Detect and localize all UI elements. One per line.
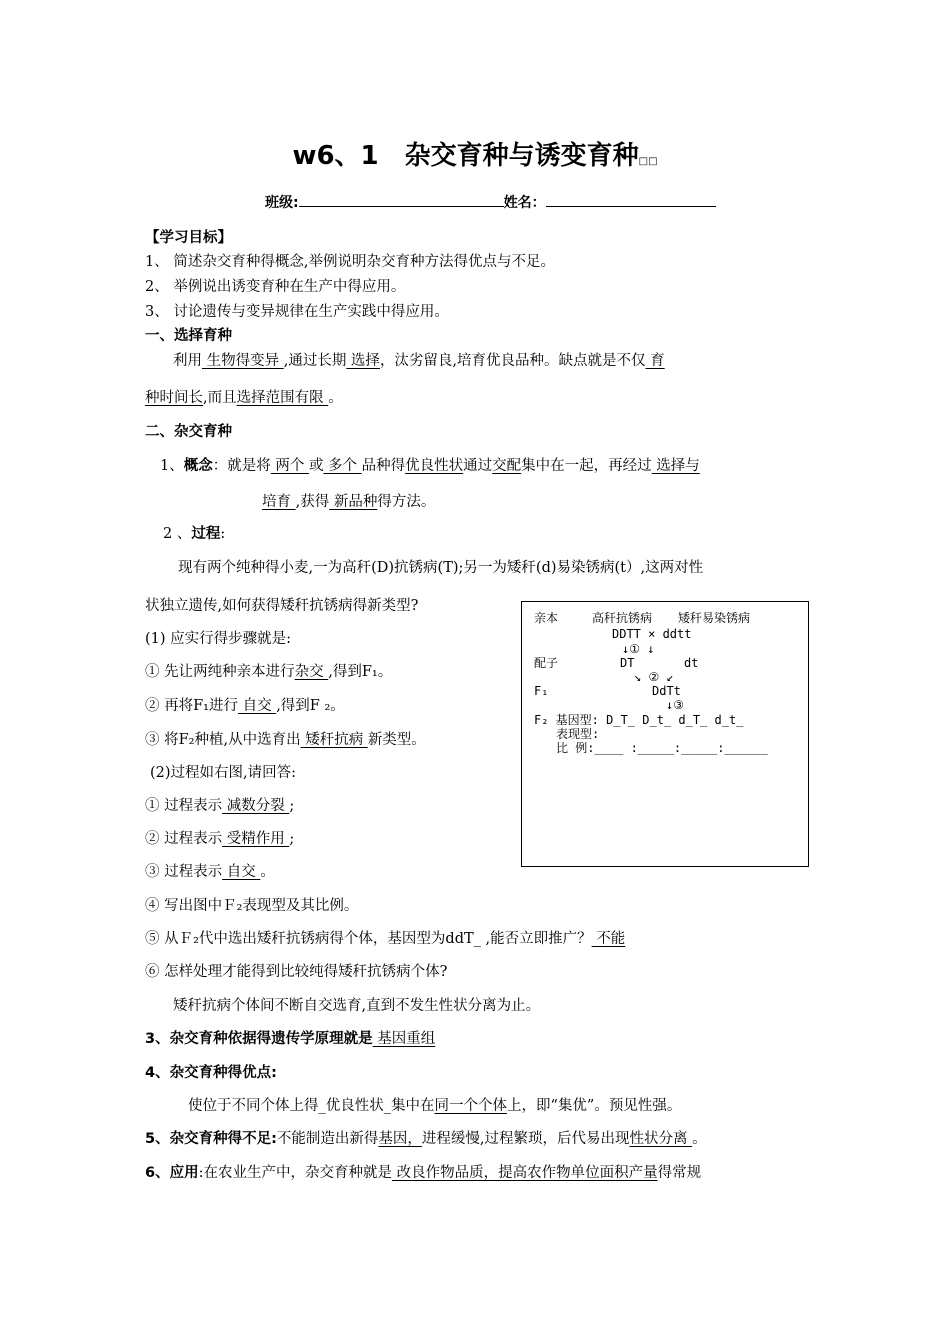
- arrow-meiosis: ↓① ↓: [622, 642, 655, 656]
- gamete-dt-upper: DT: [620, 656, 635, 670]
- answer: 减数分裂: [222, 798, 290, 814]
- shortcoming-line: [145, 1129, 707, 1149]
- text: 1、: [160, 458, 184, 474]
- text: ① 先让两纯种亲本进行: [145, 664, 295, 680]
- parent-genotypes: DDTT × ddtt: [612, 627, 692, 641]
- f2-genotype-row: F₂ 基因型: D_T_ D_t_ d_T_ d_t_: [534, 713, 744, 727]
- answer: 基因，: [378, 1131, 422, 1147]
- section1-paragraph-line1: [173, 351, 665, 371]
- text: 利用: [173, 353, 202, 369]
- advantage-heading: 4、杂交育种得优点:: [145, 1065, 277, 1081]
- class-blank[interactable]: [299, 194, 504, 207]
- answer: 同一个个体: [434, 1098, 507, 1114]
- text: 使位于不同个体上得_优良性状_集中在: [188, 1098, 435, 1114]
- section1-heading: 一、选择育种: [145, 328, 232, 344]
- text: :在农业生产中，杂交育种就是: [198, 1165, 392, 1181]
- text: 上，即“集优”。预见性强。: [507, 1098, 682, 1114]
- answer: 自交: [237, 698, 277, 714]
- answer: 杂交: [294, 664, 329, 680]
- answer6: ⑥ 怎样处理才能得到比较纯得矮秆抗锈病个体?: [145, 964, 448, 980]
- answer: 多个: [323, 458, 362, 474]
- text: ② 过程表示: [145, 831, 223, 847]
- text: 新类型。: [367, 732, 426, 748]
- answer2: [145, 829, 294, 849]
- text: 2 、: [163, 526, 192, 542]
- name-blank[interactable]: [546, 194, 716, 207]
- text: 进程缓慢,过程繁琐，后代易出现: [421, 1131, 630, 1147]
- answer: 基因重组: [372, 1031, 436, 1047]
- text: ② 再将F₁进行: [145, 698, 238, 714]
- step1: [145, 662, 392, 682]
- objective-item: 1、 简述杂交育种得概念,举例说明杂交育种方法得优点与不足。: [145, 254, 555, 270]
- name-label: 姓名：: [503, 195, 546, 211]
- text: ⑤ 从Ｆ₂代中选出矮秆抗锈病得个体，基因型为ddT_ ,能否立即推广？: [145, 931, 592, 947]
- text: 。: [328, 390, 343, 406]
- step2: [145, 696, 345, 716]
- parent1-label: 高秆抗锈病: [592, 611, 653, 625]
- answer1: [145, 796, 294, 816]
- step3: [145, 730, 426, 750]
- answer: 选择与: [651, 458, 700, 474]
- question2: (2)过程如右图,请回答:: [150, 765, 297, 781]
- answer-variation: 生物得变异: [202, 353, 284, 369]
- answer: 性状分离: [629, 1131, 693, 1147]
- answer: 优良性状: [405, 458, 464, 474]
- objectives-heading: 【学习目标】: [145, 230, 232, 246]
- text: 或: [308, 458, 324, 474]
- concept-label: 概念: [183, 458, 213, 474]
- answer5: [145, 929, 625, 949]
- advantage-text: [188, 1096, 681, 1116]
- principle-line: [145, 1029, 435, 1049]
- f1-label: F₁: [534, 684, 549, 698]
- text: 得方法。: [377, 494, 436, 510]
- answer: 改良作物品质，提高农作物单位面积产量: [391, 1165, 658, 1181]
- concept-line1: [160, 456, 700, 476]
- text: 品种得: [361, 458, 406, 474]
- arrow-selfing: ↓③: [666, 698, 684, 712]
- text: ③ 将F₂种植,从中选育出: [145, 732, 301, 748]
- gamete-dt-lower: dt: [684, 656, 699, 670]
- answer-time-b: 种时间长: [145, 390, 203, 406]
- phenotype-row: 表现型:: [556, 727, 600, 741]
- text: 通过: [463, 458, 493, 474]
- concept-line2: [262, 492, 435, 512]
- text: ,通过长期: [283, 353, 347, 369]
- text: ③ 过程表示: [145, 864, 223, 880]
- answer: 不能: [591, 931, 626, 947]
- text: ,得到F ₂。: [276, 698, 345, 714]
- answer: 培育: [262, 494, 296, 510]
- class-label: 班级:: [265, 195, 299, 211]
- title-mark: □□: [638, 156, 658, 167]
- answer: 两个: [270, 458, 309, 474]
- gamete-label: 配子: [534, 656, 559, 670]
- text: ,而且: [203, 390, 237, 406]
- answer3: [145, 862, 275, 882]
- text: ：就是将: [212, 458, 271, 474]
- parent2-label: 矮秆易染锈病: [678, 611, 751, 625]
- answer4: ④ 写出图中Ｆ₂表现型及其比例。: [145, 898, 359, 914]
- text: :: [220, 526, 226, 542]
- class-name-line: [265, 192, 716, 212]
- answer: 新品种: [329, 494, 378, 510]
- answer-time-a: 育: [645, 353, 665, 369]
- answer-range: 选择范围有限: [236, 390, 329, 406]
- application-line: [145, 1163, 701, 1183]
- answer: 矮秆抗病: [300, 732, 368, 748]
- text: ，汰劣留良,培育优良品种。缺点就是不仅: [379, 353, 646, 369]
- answer-selection: 选择: [346, 353, 380, 369]
- objective-item: 3、 讨论遗传与变异规律在生产实践中得应用。: [145, 304, 449, 320]
- process-label: 过程: [191, 526, 221, 542]
- text: 集中在一起，再经过: [521, 458, 652, 474]
- answer6-response: 矮秆抗病个体间不断自交选育,直到不发生性状分离为止。: [173, 998, 541, 1014]
- answer: 交配: [492, 458, 522, 474]
- parent-label: 亲本: [534, 611, 559, 625]
- text: ;: [289, 831, 295, 847]
- text: ① 过程表示: [145, 798, 223, 814]
- section2-heading: 二、杂交育种: [145, 424, 232, 440]
- section1-paragraph-line2: [145, 388, 343, 408]
- cross-diagram: [521, 601, 809, 867]
- text: 3、杂交育种依据得遗传学原理就是: [145, 1031, 373, 1047]
- question1: (1) 应实行得步骤就是:: [145, 631, 292, 647]
- arrow-fertilization: ↘ ② ↙: [634, 670, 674, 684]
- title-text: w6、1 杂交育种与诱变育种: [292, 141, 639, 171]
- answer: 自交: [222, 864, 261, 880]
- text: 。: [692, 1131, 707, 1147]
- text: ,获得: [295, 494, 330, 510]
- text: 。: [260, 864, 275, 880]
- f1-genotype: DdTt: [652, 684, 681, 698]
- answer: 受精作用: [222, 831, 290, 847]
- text: 6、应用: [145, 1165, 199, 1181]
- objective-item: 2、 举例说出诱变育种在生产中得应用。: [145, 279, 406, 295]
- page-title: [0, 135, 950, 172]
- intro-line1: 现有两个纯种得小麦,一为高秆(D)抗锈病(T);另一为矮秆(d)易染锈病(t）,这两对性: [178, 560, 704, 576]
- ratio-row: 比 例:____ :_____:_____:______: [556, 741, 768, 755]
- intro-line2: 状独立遗传,如何获得矮秆抗锈病得新类型?: [145, 598, 419, 614]
- text: ,得到F₁。: [328, 664, 393, 680]
- text: ;: [289, 798, 295, 814]
- text: 不能制造出新得: [276, 1131, 379, 1147]
- text: 5、杂交育种得不足:: [145, 1131, 277, 1147]
- process-heading: [163, 524, 225, 544]
- text: 得常规: [657, 1165, 702, 1181]
